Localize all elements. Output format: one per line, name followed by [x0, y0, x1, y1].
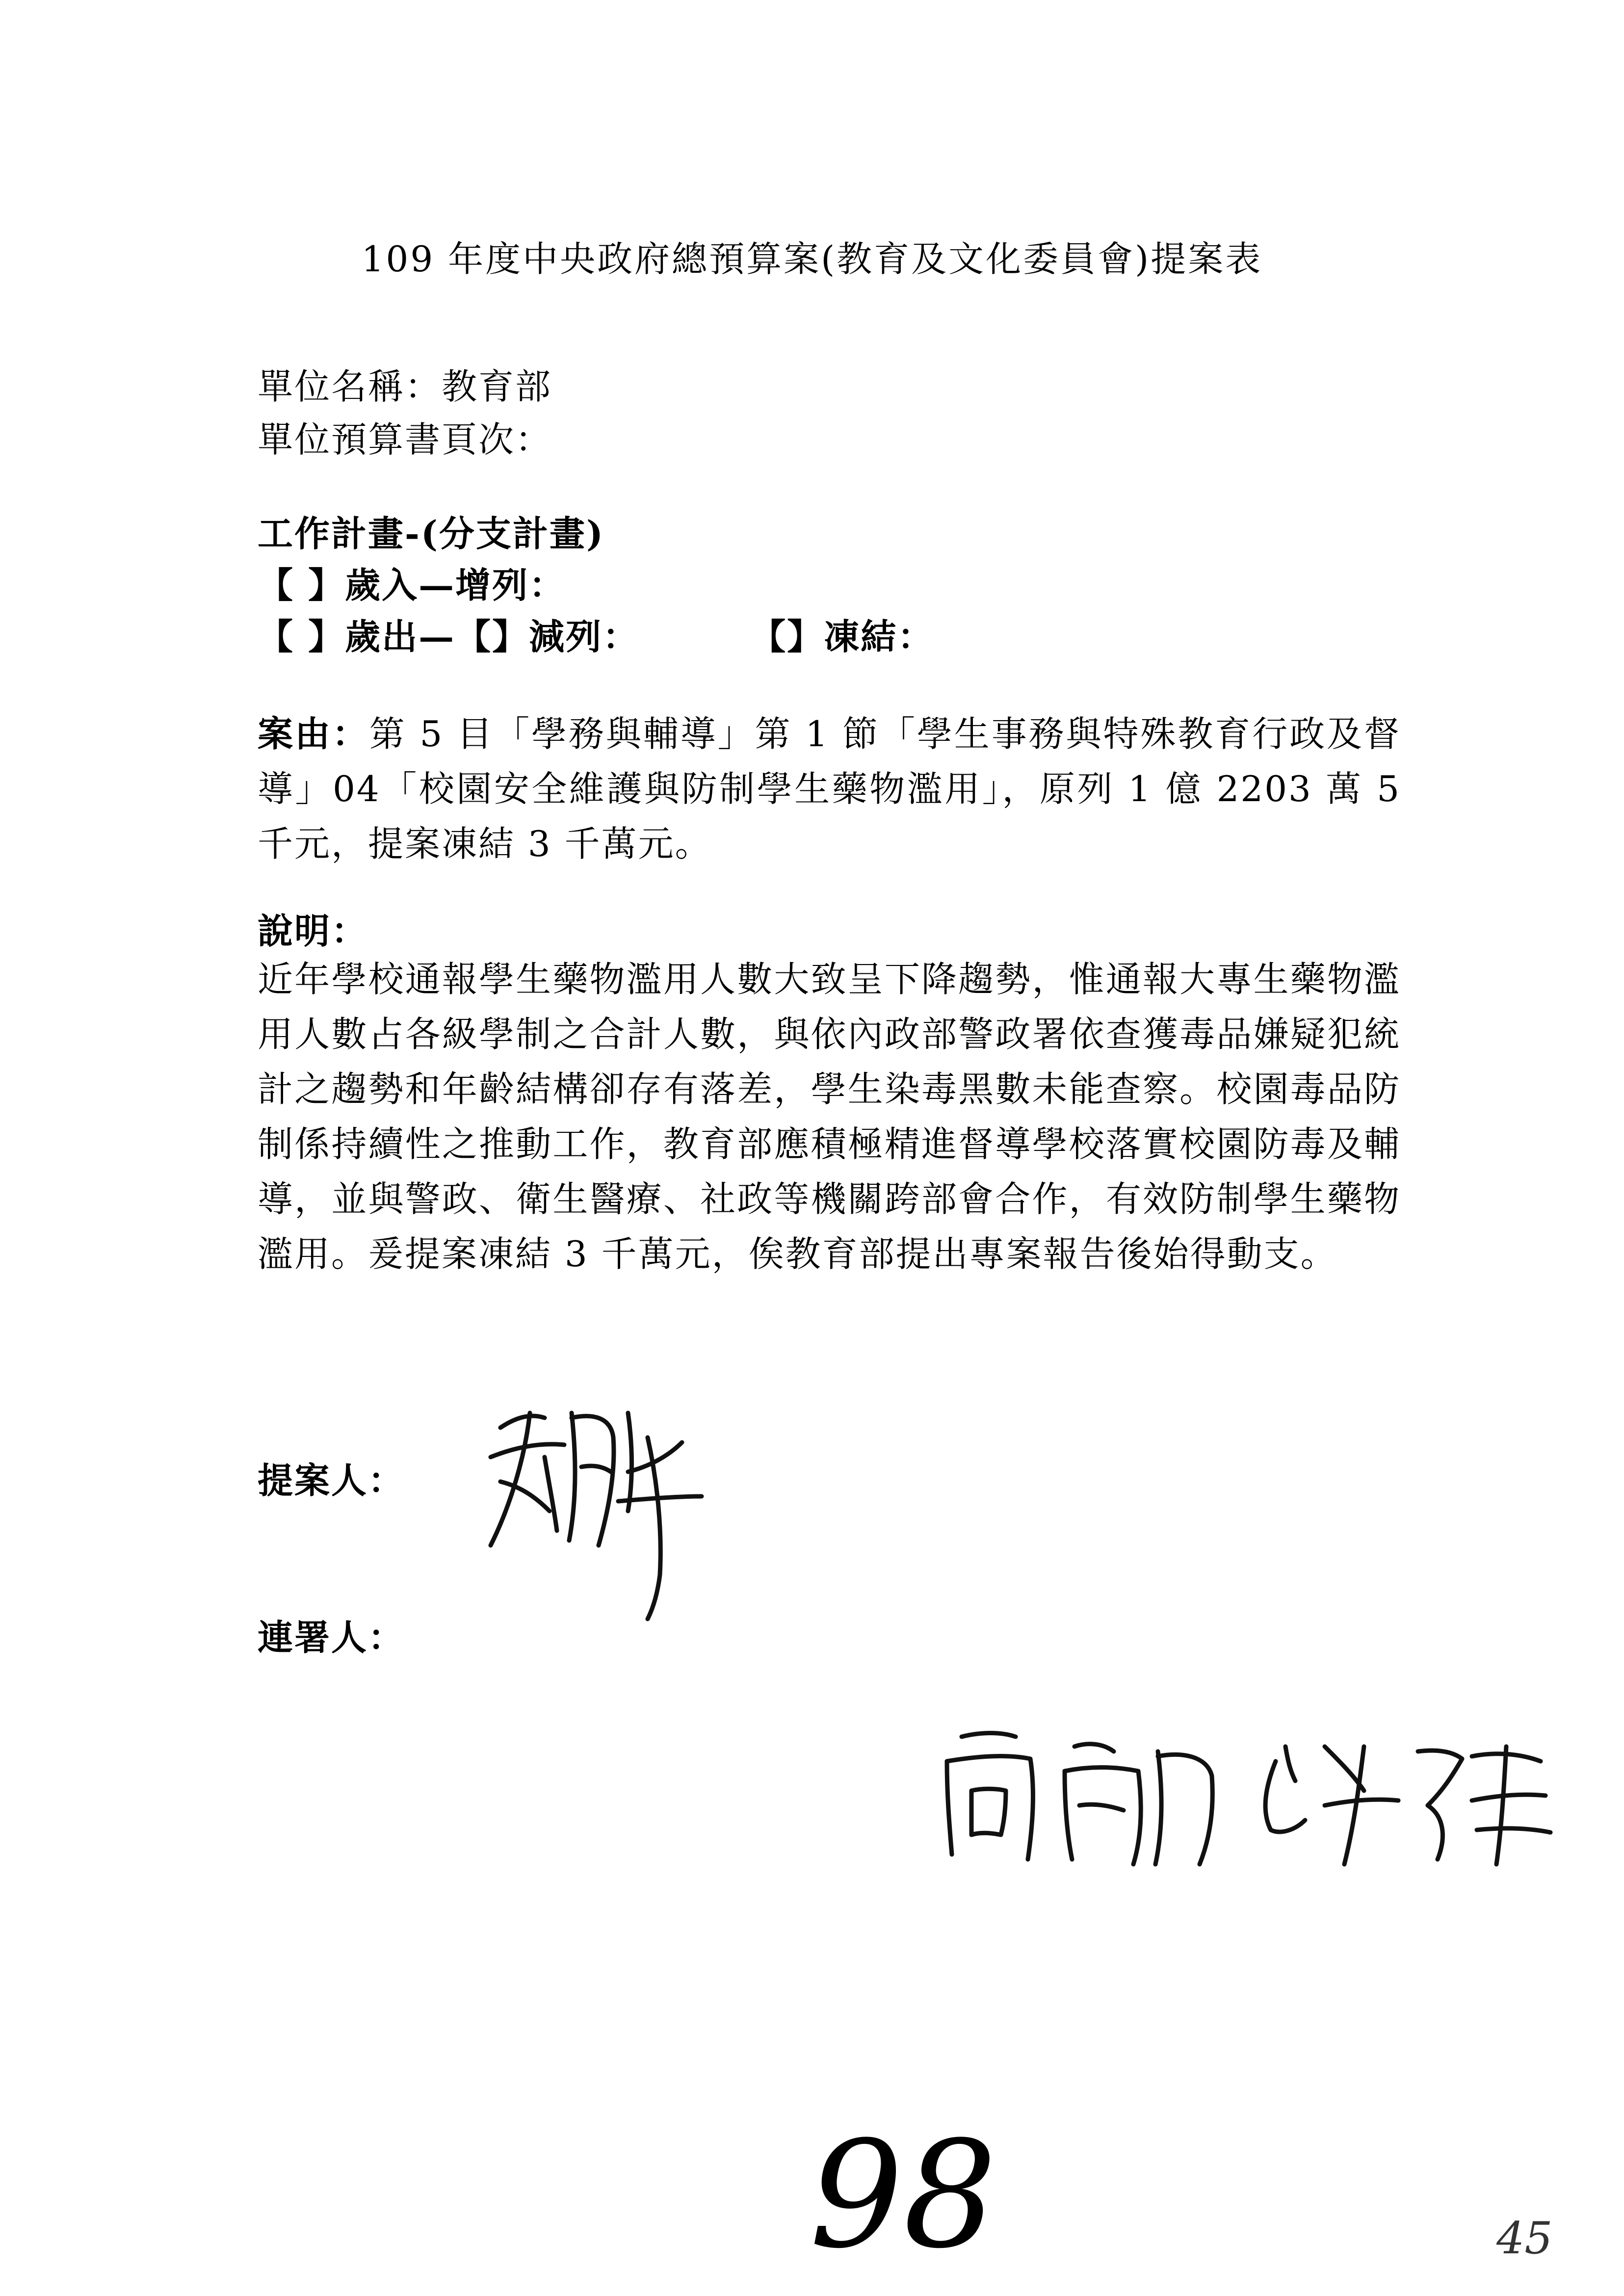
expenditure-reduce: 【 】歲出—【】減列： — [258, 616, 640, 657]
case-label: 案由： — [258, 713, 369, 755]
unit-page: 單位預算書頁次： — [258, 419, 552, 460]
work-plan: 工作計畫-(分支計畫) — [258, 513, 605, 554]
cosigner-label: 連署人： — [258, 1617, 405, 1658]
cosigner-signatures — [932, 1717, 1570, 1879]
page-number: 98 — [810, 2110, 997, 2281]
revenue-line: 【 】歲入—增列： — [258, 564, 566, 606]
case-section — [258, 706, 1401, 871]
page-title: 109 年度中央政府總預算案(教育及文化委員會)提案表 — [361, 238, 1263, 280]
expenditure-line — [258, 608, 934, 659]
archive-number: 45 — [1496, 2213, 1553, 2264]
proposer-label: 提案人： — [258, 1460, 405, 1501]
case-text: 第 5 目「學務與輔導」第 1 節「學生事務與特殊教育行政及督導」04「校園安全維護與防制學生藥物濫用」，原列 1 億 2203 萬 5 千元，提案凍結 3 千萬元。 — [258, 713, 1401, 864]
explain-label: 說明： — [258, 910, 368, 952]
explain-text: 近年學校通報學生藥物濫用人數大致呈下降趨勢，惟通報大專生藥物濫用人數占各級學制之合計人數，與依內政部警政署依查獲毒品嫌疑犯統計之趨勢和年齡結構卻存有落差，學生染毒黑數未能查察。校園毒品防制係持續性之推動工作，教育部應積極精進督導學校落實校園防毒及輔導，並與警政、衛生醫療、社政等機關跨部會合作，有效防制學生藥物濫用。爰提案凍結 3 千萬元，俟教育部提出專案報告後始得動支。 — [258, 959, 1401, 1275]
proposer-signature — [471, 1383, 726, 1639]
unit-name: 單位名稱：教育部 — [258, 366, 552, 407]
expenditure-freeze: 【】凍結： — [750, 616, 935, 657]
